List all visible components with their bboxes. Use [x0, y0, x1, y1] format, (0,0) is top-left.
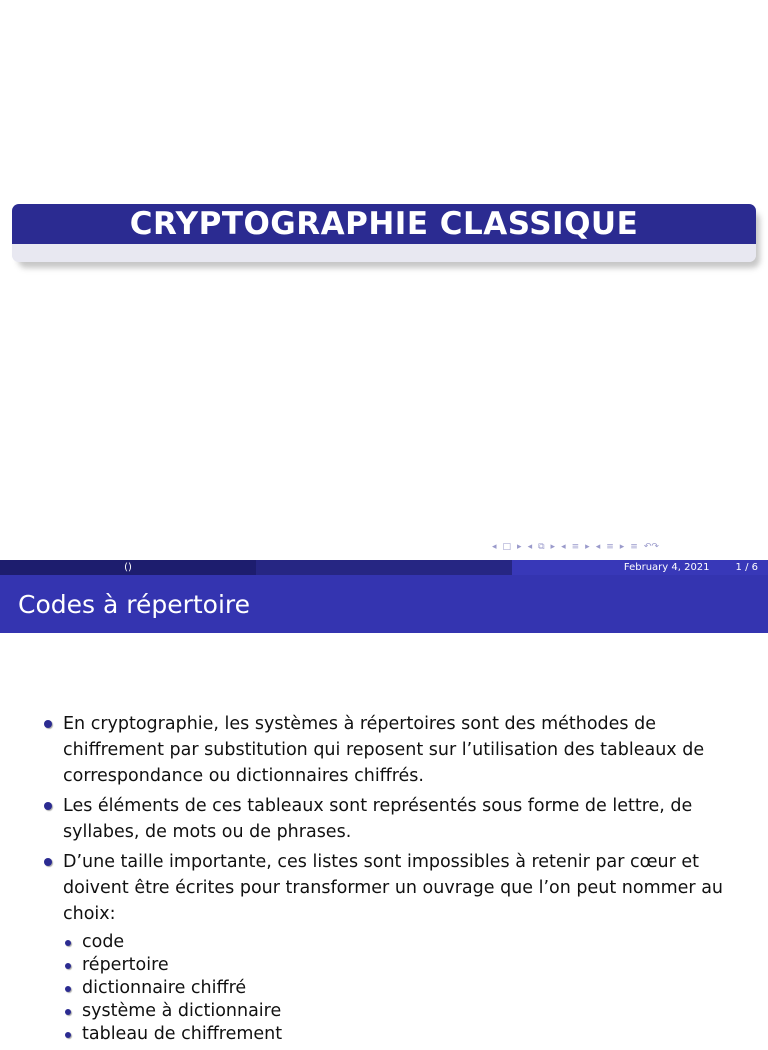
slide-content: [0, 633, 768, 1044]
nav-prev-section-icon[interactable]: ◂: [595, 542, 601, 552]
title-block: [12, 204, 756, 262]
footer-page-number: 1 / 6: [735, 562, 758, 573]
sub-list-item: dictionnaire chiffré: [63, 977, 730, 1000]
bullet-text: D’une taille importante, ces listes sont impossibles à retenir par cœur et doivent être écrites pour transformer un ouvrage que l’on peut nommer au choix:: [63, 852, 724, 924]
nav-next-frame-icon[interactable]: ▸: [550, 542, 556, 552]
list-item: [40, 793, 730, 845]
sub-list-item: code: [63, 931, 730, 954]
sub-list-item: tableau de chiffrement: [63, 1023, 730, 1046]
nav-subsection-icon[interactable]: ≡: [571, 542, 580, 552]
footer-date-box: [512, 560, 768, 575]
nav-frame-icon[interactable]: ⧉: [538, 542, 545, 552]
sub-list-item: répertoire: [63, 954, 730, 977]
nav-section-icon[interactable]: ≡: [606, 542, 614, 552]
nav-next-slide-icon[interactable]: ▸: [517, 542, 522, 552]
nav-search-back-icon[interactable]: ↶↷: [643, 542, 659, 552]
presentation-title: CRYPTOGRAPHIE CLASSIQUE: [129, 206, 639, 242]
nav-prev-subsection-icon[interactable]: ◂: [561, 542, 566, 552]
nav-next-section-icon[interactable]: ▸: [619, 542, 625, 552]
bullet-text: Les éléments de ces tableaux sont représentés sous forme de lettre, de syllabes, de mots ou de phrases.: [63, 796, 693, 842]
bullet-text: En cryptographie, les systèmes à répertoires sont des méthodes de chiffrement par substitution qui reposent sur l’utilisation des tableaux de correspondance ou dictionnaires chiffrés.: [63, 714, 705, 786]
title-band: [12, 204, 756, 244]
nav-slide-icon[interactable]: □: [502, 542, 512, 552]
nav-prev-frame-icon[interactable]: ◂: [527, 542, 533, 552]
sub-list-item: système à dictionnaire: [63, 1000, 730, 1023]
frame-title: Codes à répertoire: [18, 589, 251, 619]
footer-author: (): [124, 562, 132, 573]
list-item: [40, 711, 730, 789]
footer-author-box: [0, 560, 256, 575]
list-item: [40, 849, 730, 1046]
sub-bullet-list: [63, 931, 730, 1046]
nav-prev-slide-icon[interactable]: ◂: [492, 542, 497, 552]
nav-document-icon[interactable]: ≡: [630, 542, 638, 552]
bullet-list: [40, 711, 730, 1050]
slide-footer: [0, 560, 768, 575]
frame-title-bar: [0, 575, 768, 633]
footer-date: February 4, 2021: [623, 562, 710, 573]
beamer-navigation: [492, 540, 764, 554]
nav-next-subsection-icon[interactable]: ▸: [585, 542, 590, 552]
footer-title-box: [256, 560, 512, 575]
title-subband: [12, 244, 756, 262]
